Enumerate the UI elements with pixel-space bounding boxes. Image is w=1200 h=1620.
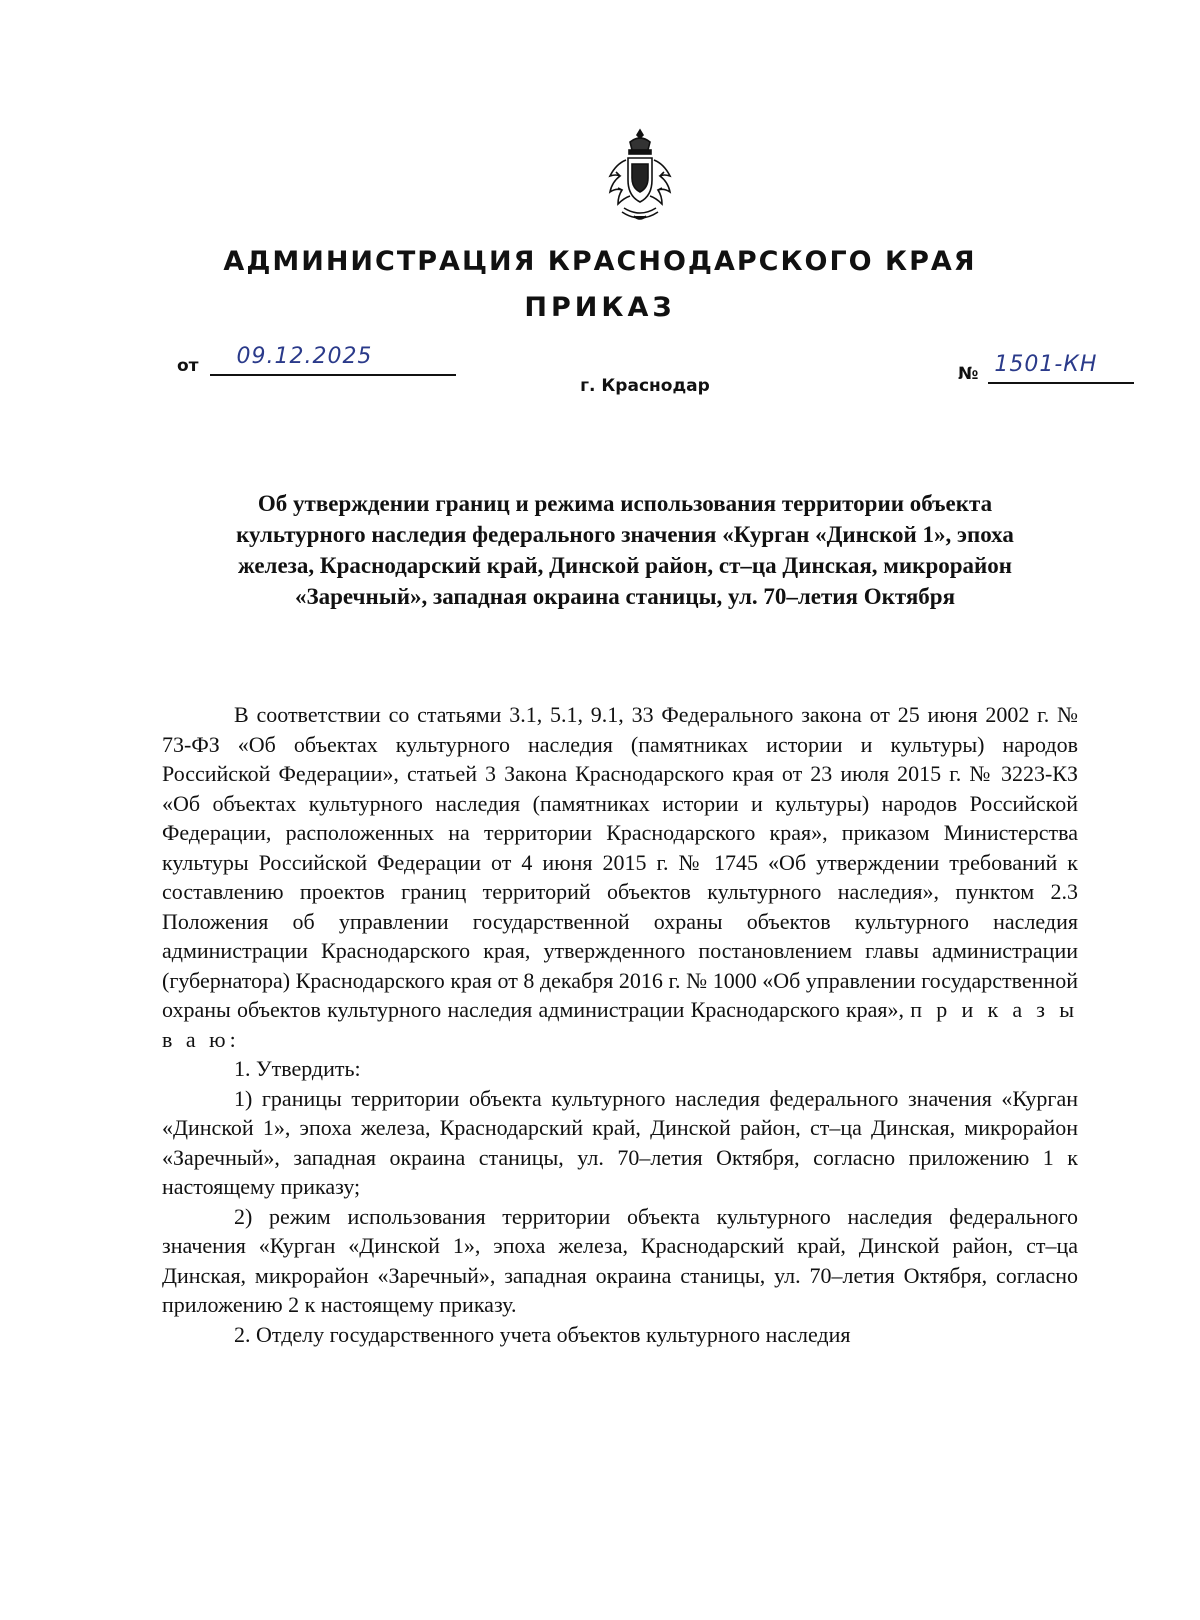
item-1-1: 1) границы территории объекта культурного наследия федерального значения «Курган «Динской 1», эпоха железа, Краснодарский край, Динской район, ст–ца Динская, микрорайон «Заречный», западная окраина станицы, ул. 70–летия Октября, согласно приложению 1 к настоящему приказу; <box>162 1085 1078 1199</box>
item-1-2: 2) режим использования территории объекта культурного наследия федерального значения «Курган «Динской 1», эпоха железа, Краснодарский край, Динской район, ст–ца Динская, микрорайон «Заречный», западная окраина станицы, ул. 70–летия Октября, согласно приложению 2 к настоящему приказу. <box>162 1203 1078 1317</box>
number-prefix: № <box>958 364 979 384</box>
date-underline <box>210 344 456 376</box>
organization-name: АДМИНИСТРАЦИЯ КРАСНОДАРСКОГО КРАЯ <box>223 246 977 277</box>
document-type: ПРИКАЗ <box>524 292 676 323</box>
date-handwritten: 09.12.2025 <box>236 344 373 369</box>
number-handwritten: 1501-КН <box>994 352 1098 377</box>
item-2: 2. Отделу государственного учета объектов культурного наследия <box>234 1321 851 1347</box>
preamble-paragraph <box>162 700 1078 1054</box>
date-field <box>177 344 456 376</box>
order-word: п р и к а з ы в а ю: <box>162 997 1078 1052</box>
document-title: Об утверждении границ и режима использования территории объекта культурного наследия федерального значения «Курган «Динской 1», эпоха железа, Краснодарский край, Динской район, ст–ца Динская, микрорайон «Заречный», западная окраина станицы, ул. 70–летия Октября <box>236 491 1014 609</box>
item-1: 1. Утвердить: <box>234 1056 361 1081</box>
date-prefix: от <box>177 356 199 376</box>
krasnodar-coat-of-arms-icon <box>604 128 676 224</box>
document-body <box>162 700 1078 1349</box>
city: г. Краснодар <box>580 376 710 396</box>
preamble-text: В соответствии со статьями 3.1, 5.1, 9.1, 33 Федерального закона от 25 июня 2002 г. № 73-ФЗ «Об объектах культурного наследия (памятниках истории и культуры) народов Российской Федерации», статьей 3 Закона Краснодарского края от 23 июля 2015 г. № 3223-КЗ «Об объектах культурного наследия (памятниках истории и культуры) народов Российской Федерации, расположенных на территории Краснодарского края», приказом Министерства культуры Российской Федерации от 4 июня 2015 г. № 1745 «Об утверждении требований к составлению проектов границ территорий объектов культурного наследия», пунктом 2.3 Положения об управлении государственной охраны объектов культурного наследия администрации Краснодарского края, утвержденного постановлением главы администрации (губернатора) Краснодарского края от 8 декабря 2016 г. № 1000 «Об управлении государственной охраны объектов культурного наследия администрации Краснодарского края», <box>162 702 1078 1022</box>
